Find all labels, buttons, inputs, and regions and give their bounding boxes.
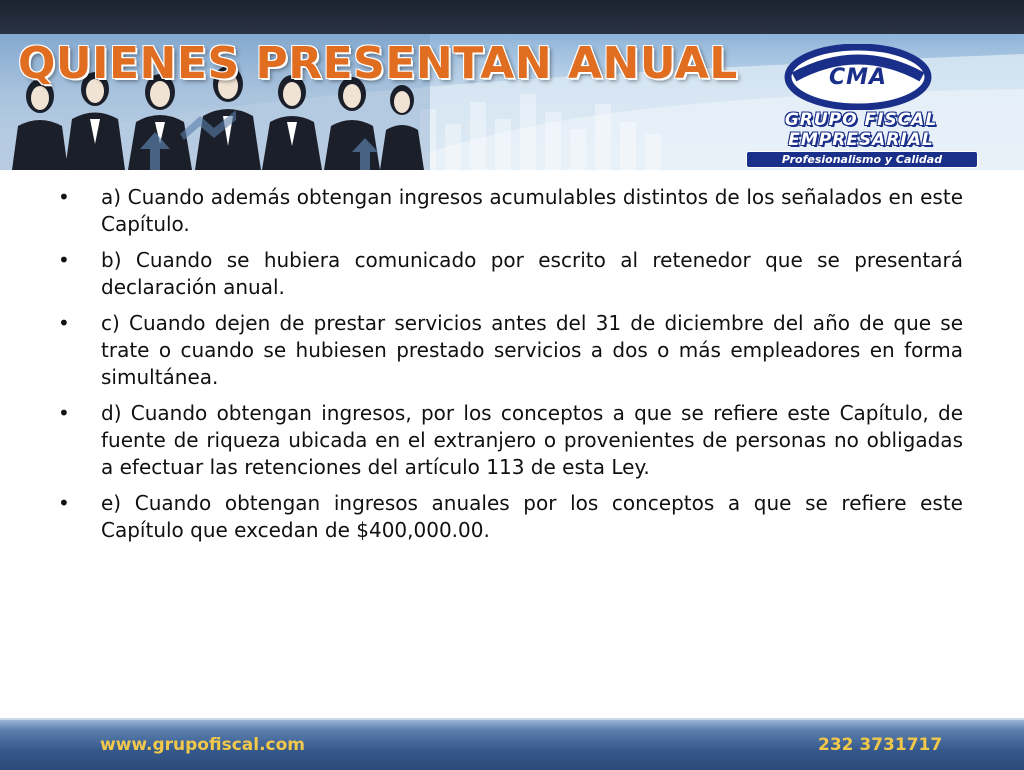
bullet-item-d — [58, 400, 963, 481]
logo-line-1: GRUPO FISCAL — [784, 110, 938, 130]
footer-bar — [0, 718, 1024, 770]
phone-number: 232 3731717 — [818, 735, 943, 755]
slide-content — [58, 184, 963, 553]
bullet-item-b — [58, 247, 963, 301]
bullet-text: e) Cuando obtengan ingresos anuales por los conceptos a que se refiere este Capítulo que excedan de $400,000.00. — [101, 491, 963, 542]
bullet-marker: • — [58, 248, 70, 272]
bullet-item-e — [58, 490, 963, 544]
top-bar — [0, 0, 1024, 34]
bullet-text: a) Cuando además obtengan ingresos acumulables distintos de los señalados en este Capítulo. — [101, 185, 963, 236]
bullet-item-c — [58, 310, 963, 391]
website-link[interactable]: www.grupofiscal.com — [100, 735, 306, 755]
bullet-list — [58, 184, 963, 544]
bullet-text: c) Cuando dejen de prestar servicios antes del 31 de diciembre del año de que se trate o cuando se hubiesen prestado servicios a dos o más empleadores en forma simultánea. — [101, 311, 963, 389]
logo-tagline: Profesionalismo y Calidad — [746, 151, 978, 168]
slide-title: QUIENES PRESENTAN ANUAL — [18, 38, 738, 89]
bullet-text: b) Cuando se hubiera comunicado por escrito al retenedor que se presentará declaración anual. — [101, 248, 963, 299]
company-logo — [736, 44, 986, 168]
bullet-marker: • — [58, 491, 70, 515]
logo-line-2: EMPRESARIAL — [788, 130, 934, 150]
bullet-marker: • — [58, 311, 70, 335]
bullet-marker: • — [58, 185, 70, 209]
bullet-text: d) Cuando obtengan ingresos, por los conceptos a que se refiere este Capítulo, de fuente de riqueza ubicada en el extranjero o provenientes de personas no obligadas a efectuar las retenciones del artículo 113 de esta Ley. — [101, 401, 963, 479]
bullet-marker: • — [58, 401, 70, 425]
logo-mark: CMA — [828, 64, 888, 90]
bullet-item-a — [58, 184, 963, 238]
